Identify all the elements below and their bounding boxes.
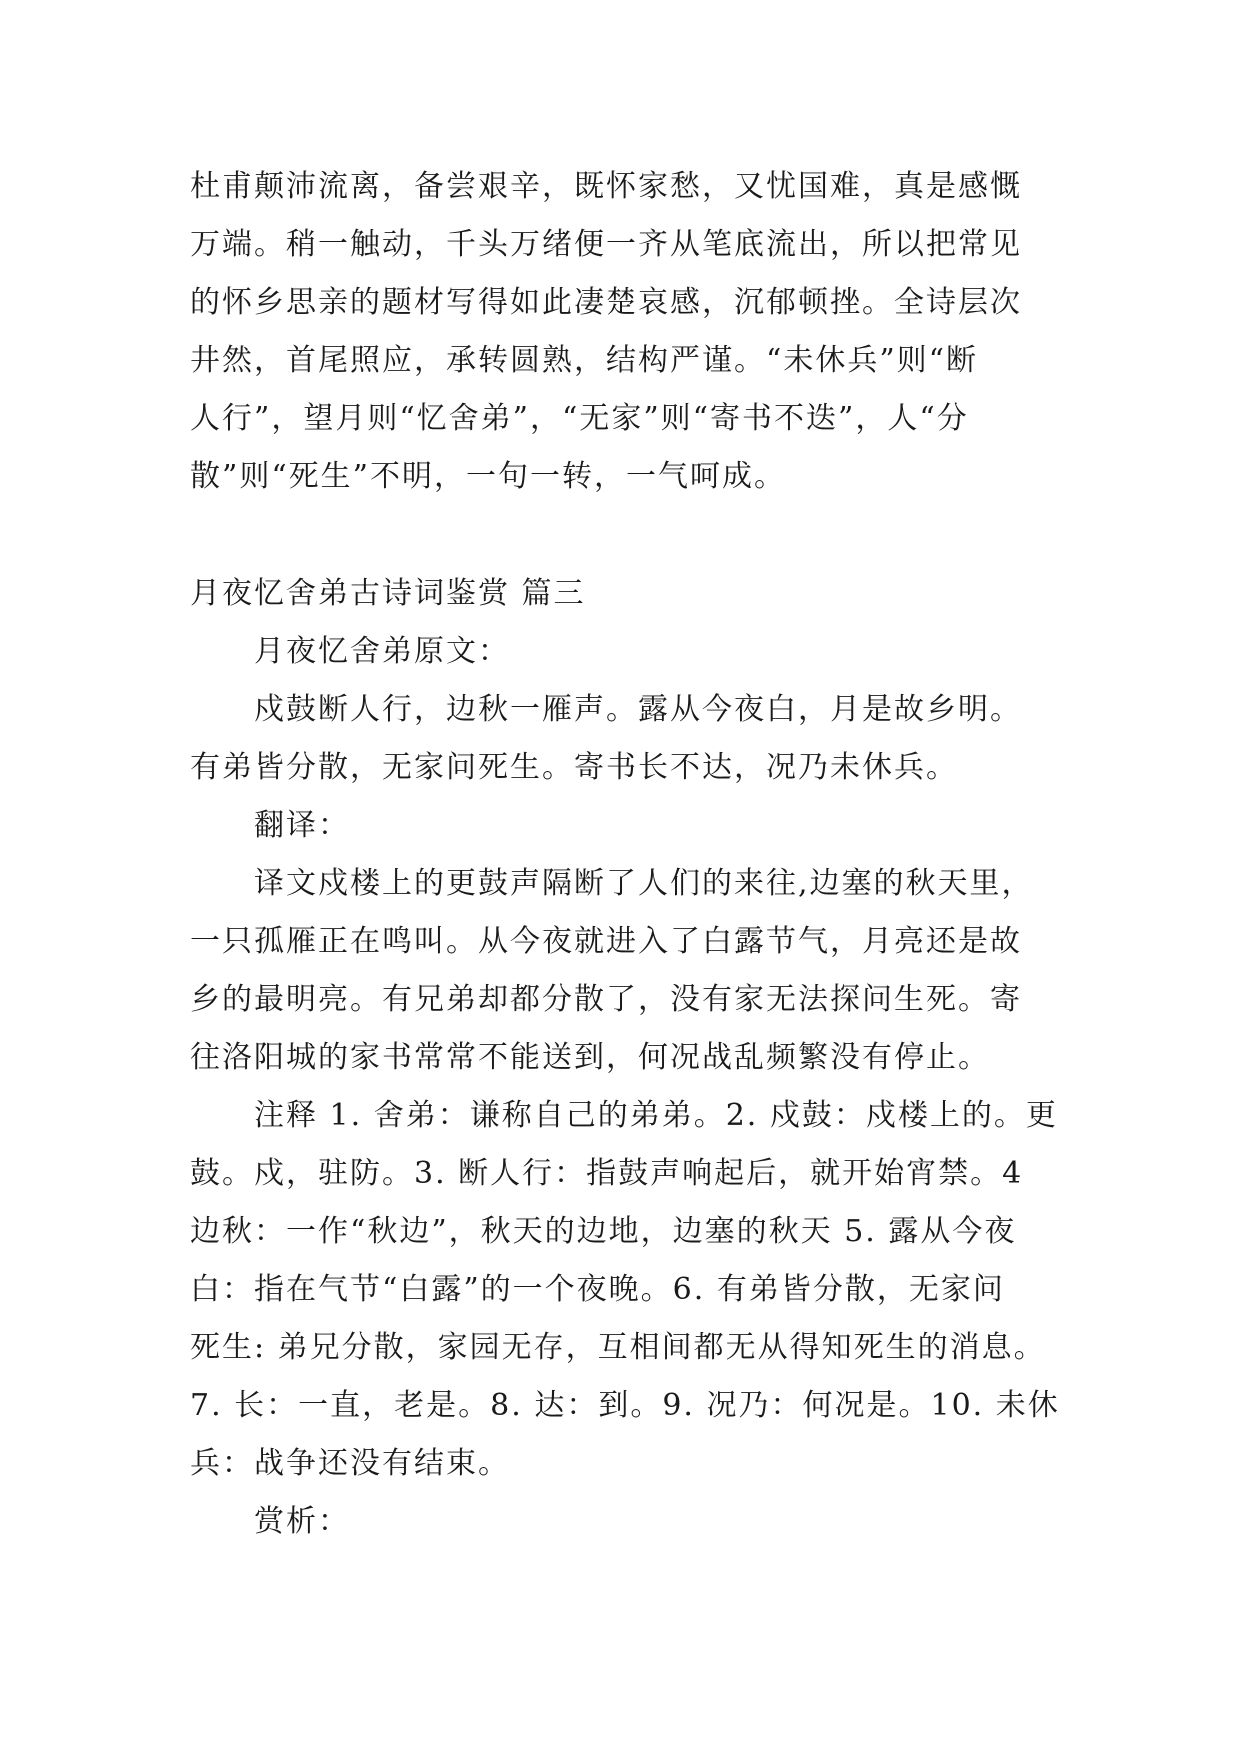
paragraph-line: 散”则“死生”不明，一句一转，一气呵成。	[190, 459, 787, 494]
paragraph-line: 人行”，望月则“忆舍弟”，“无家”则“寄书不迭”，人“分	[190, 401, 969, 436]
translation-line: 一只孤雁正在鸣叫。从今夜就进入了白露节气，月亮还是故	[190, 924, 1022, 959]
poem-section	[190, 623, 1060, 1551]
poem-line: 戍鼓断人行，边秋一雁声。露从今夜白，月是故乡明。	[254, 692, 1022, 727]
original-heading: 月夜忆舍弟原文：	[254, 634, 510, 669]
paragraph-line: 杜甫颠沛流离，备尝艰辛，既怀家愁，又忧国难，真是感慨	[190, 169, 1022, 204]
notes-line: 死生: 弟兄分散，家园无存，互相间都无从得知死生的消息。	[190, 1330, 1046, 1365]
paragraph-line: 井然，首尾照应，承转圆熟，结构严谨。“未休兵”则“断	[190, 343, 979, 378]
poem-line: 有弟皆分散，无家问死生。寄书长不达，况乃未休兵。	[190, 750, 958, 785]
section-title-block	[190, 565, 1060, 623]
notes-line: 兵：战争还没有结束。	[190, 1446, 510, 1481]
translation-line: 译文戍楼上的更鼓声隔断了人们的来往,边塞的秋天里，	[254, 866, 1034, 901]
notes-line: 边秋：一作“秋边”，秋天的边地，边塞的秋天 5. 露从今夜	[190, 1214, 1017, 1249]
translation-line: 往洛阳城的家书常常不能送到，何况战乱频繁没有停止。	[190, 1040, 990, 1075]
paragraph-line: 万端。稍一触动，千头万绪便一齐从笔底流出，所以把常见	[190, 227, 1022, 262]
section-title: 月夜忆舍弟古诗词鉴赏 篇三	[190, 576, 586, 611]
appreciation-heading: 赏析：	[254, 1504, 350, 1539]
notes-line: 鼓。戍，驻防。3. 断人行：指鼓声响起后，就开始宵禁。4	[190, 1156, 1024, 1191]
notes-line: 7. 长：一直，老是。8. 达：到。9. 况乃：何况是。10. 未休	[190, 1388, 1060, 1423]
translation-line: 乡的最明亮。有兄弟却都分散了，没有家无法探问生死。寄	[190, 982, 1022, 1017]
paragraph-commentary	[190, 158, 1060, 506]
notes-line: 白：指在气节“白露”的一个夜晚。6. 有弟皆分散，无家问	[190, 1272, 1005, 1307]
translation-heading: 翻译：	[254, 808, 350, 843]
notes-line: 注释 1. 舍弟：谦称自己的弟弟。2. 戍鼓：戍楼上的。更	[254, 1098, 1058, 1133]
paragraph-line: 的怀乡思亲的题材写得如此凄楚哀感，沉郁顿挫。全诗层次	[190, 285, 1022, 320]
